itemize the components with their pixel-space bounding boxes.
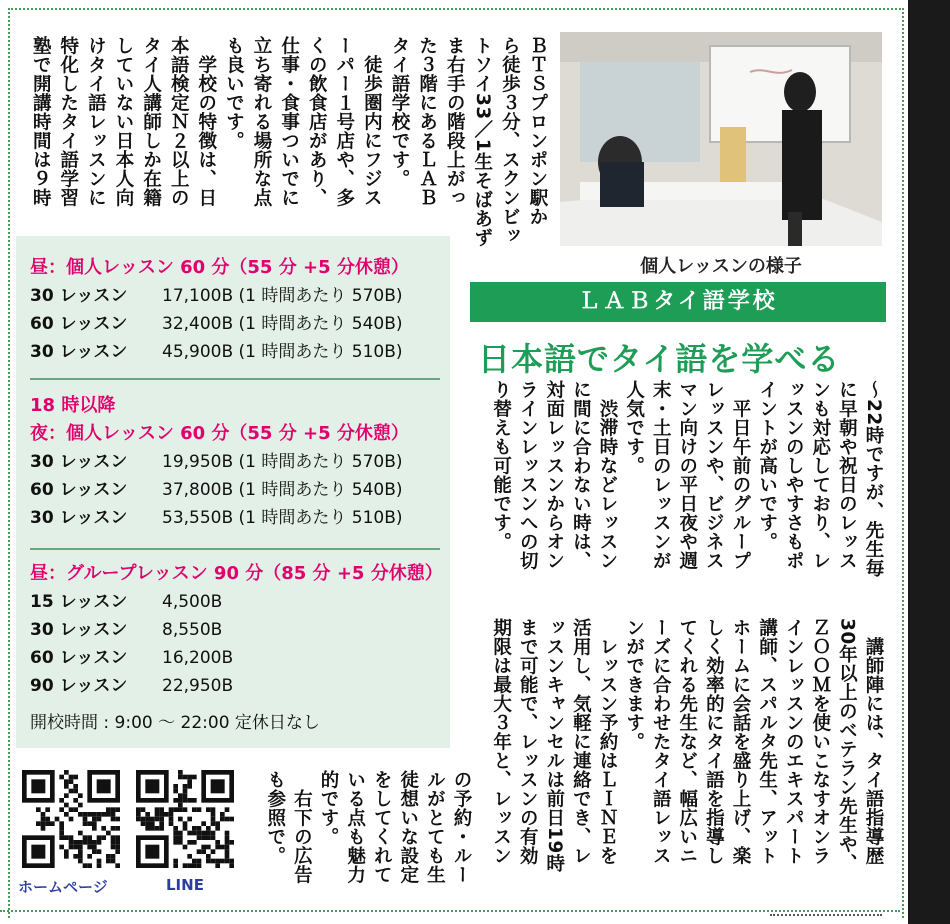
text-column: ホームに会話を盛り上げ、楽 <box>730 618 751 865</box>
price-section-day <box>30 254 440 366</box>
text-column: 講師陣には、タイ語指導歴 <box>863 618 884 865</box>
text-column: ッスンキャンセルは前日19時 <box>543 618 565 873</box>
text-column: 学校の特徴は、日 <box>195 36 217 207</box>
price-row <box>30 448 440 476</box>
lesson-price: 16,200B <box>162 648 234 668</box>
text-column: ンができます。 <box>623 618 645 751</box>
price-row <box>30 616 440 644</box>
line-qr-label: LINE <box>166 876 204 894</box>
price-divider <box>30 548 440 550</box>
section-title: 昼：個人レッスン 60 分（55 分 +5 分休憩） <box>30 257 409 278</box>
section-title: 昼：グループレッスン 90 分（85 分 +5 分休憩） <box>30 563 443 584</box>
lesson-count: 30 レッスン <box>30 620 128 640</box>
text-column: 末・土日のレッスンが <box>650 380 672 570</box>
lesson-price: 37,800B (1 時間あたり 540B) <box>162 480 403 500</box>
text-column: に早朝や祝日のレッス <box>836 380 858 570</box>
text-column: も良いです。 <box>223 36 245 150</box>
price-box <box>16 236 450 748</box>
price-row <box>30 504 440 532</box>
text-column: レッスン予約はＬＩＮＥを <box>597 618 618 865</box>
text-column: まで可能で、レッスンの有効 <box>517 618 539 865</box>
text-column: た３階にあるＬＡＢ <box>416 36 438 207</box>
lesson-count: 60 レッスン <box>30 314 128 334</box>
text-column: 本語検定Ｎ２以上の <box>168 36 190 207</box>
text-column: 塾で開講時間は９時 <box>30 36 52 207</box>
lesson-count: 30 レッスン <box>30 508 128 528</box>
price-row <box>30 338 440 366</box>
price-section-group <box>30 560 443 700</box>
text-column: 人気です。 <box>623 380 645 475</box>
text-column: ら徒歩３分、スクンビッ <box>499 36 521 245</box>
bottom-divider <box>0 910 900 912</box>
text-column: 徒想いな設定 <box>397 770 419 884</box>
price-row <box>30 476 440 504</box>
text-column: ラインレッスンへの切 <box>517 380 539 570</box>
text-column: ッスンのしやすさもポ <box>783 380 805 570</box>
text-column: 特化したタイ語学習 <box>57 36 79 207</box>
lesson-count: 90 レッスン <box>30 676 128 696</box>
corner-mark <box>770 914 882 916</box>
text-column: イントが高いです。 <box>756 380 778 551</box>
text-column: タイ人講師しか在籍 <box>140 36 162 207</box>
text-column: ＺＯＯＭを使いこなすオンラ <box>809 618 831 865</box>
text-column: しく効率的にタイ語を指導し <box>703 618 725 865</box>
text-column: 30年以上のベテラン先生や、 <box>836 618 858 873</box>
school-name-bar: ＬＡＢタイ語学校 <box>470 282 886 322</box>
scan-edge <box>908 0 950 924</box>
text-column: インレッスンのエキスパート <box>783 618 805 865</box>
lesson-price: 45,900B (1 時間あたり 510B) <box>162 342 403 362</box>
text-column: 活用し、気軽に連絡でき、レ <box>570 618 592 865</box>
text-column: ま右手の階段上がっ <box>444 36 466 207</box>
text-column: ーパー１号店や、多 <box>333 36 355 207</box>
price-row <box>30 588 440 616</box>
price-divider <box>30 378 440 380</box>
text-column: 立ち寄れる場所な点 <box>251 36 272 207</box>
text-column: の予約・ルー <box>451 770 472 884</box>
lesson-count: 30 レッスン <box>30 342 128 362</box>
lesson-photo <box>560 32 882 246</box>
text-column: 徒歩圏内にフジス <box>361 36 383 207</box>
text-column: タイ語学校です。 <box>389 36 410 188</box>
lesson-price: 32,400B (1 時間あたり 540B) <box>162 314 403 334</box>
price-row <box>30 672 440 700</box>
text-column: をしてくれて <box>371 770 393 884</box>
text-column: に間に合わない時は、 <box>570 380 592 570</box>
text-column: ルがとても生 <box>424 770 446 884</box>
photo-caption: 個人レッスンの様子 <box>640 256 802 277</box>
headline: 日本語でタイ語を学べる <box>478 340 841 378</box>
homepage-qr-label: ホームページ <box>18 878 108 896</box>
lesson-count: 30 レッスン <box>30 286 128 306</box>
text-column: 右下の広告 <box>291 770 313 884</box>
text-column: 仕事・食事ついでに <box>278 36 300 207</box>
text-column: 〜22時ですが、先生毎 <box>863 380 884 578</box>
lesson-price: 17,100B (1 時間あたり 570B) <box>162 286 403 306</box>
section-subtitle: 18 時以降 <box>30 395 116 416</box>
price-row <box>30 644 440 672</box>
text-column: いる点も魅力 <box>344 770 366 884</box>
text-column: 平日午前のグループ <box>730 380 751 570</box>
text-column: 期限は最大３年と、レッスン <box>490 618 512 865</box>
lesson-price: 22,950B <box>162 676 234 696</box>
price-section-night <box>30 392 440 532</box>
text-column: けタイ語レッスンに <box>85 36 107 207</box>
text-column: マン向けの平日夜や週 <box>676 380 698 570</box>
lesson-price: 4,500B <box>162 592 223 612</box>
text-column: 的です。 <box>318 770 339 846</box>
price-row <box>30 310 440 338</box>
text-column: くの飲食店があり、 <box>306 36 328 207</box>
text-column: り替えも可能です。 <box>490 380 512 551</box>
text-column: トソイ33／1生そばあず <box>471 36 493 248</box>
lesson-count: 60 レッスン <box>30 480 128 500</box>
price-row <box>30 282 440 310</box>
opening-hours: 開校時間 : 9:00 〜 22:00 定休日なし <box>30 713 320 733</box>
lesson-count: 60 レッスン <box>30 648 128 668</box>
lesson-price: 53,550B (1 時間あたり 510B) <box>162 508 403 528</box>
text-column: ンも対応しており、レ <box>809 380 831 570</box>
text-column: レッスンや、ビジネス <box>703 380 725 570</box>
text-column: ーズに合わせたタイ語レッス <box>650 618 672 865</box>
lesson-price: 19,950B (1 時間あたり 570B) <box>162 452 403 472</box>
section-title: 夜：個人レッスン 60 分（55 分 +5 分休憩） <box>30 423 409 444</box>
text-column: していない日本人向 <box>113 36 134 207</box>
text-column: 対面レッスンからオン <box>543 380 565 570</box>
text-column: 講師、スパルタ先生、アット <box>756 618 778 865</box>
lesson-count: 30 レッスン <box>30 452 128 472</box>
line-qr-code[interactable] <box>136 770 234 868</box>
text-column: 渋滞時などレッスン <box>597 380 618 570</box>
text-column: も参照で。 <box>264 770 286 865</box>
homepage-qr-code[interactable] <box>22 770 120 868</box>
text-column: てくれる先生など、幅広いニ <box>676 618 698 865</box>
lesson-count: 15 レッスン <box>30 592 128 612</box>
text-column: ＢＴＳプロンポン駅か <box>527 36 548 226</box>
lesson-price: 8,550B <box>162 620 223 640</box>
